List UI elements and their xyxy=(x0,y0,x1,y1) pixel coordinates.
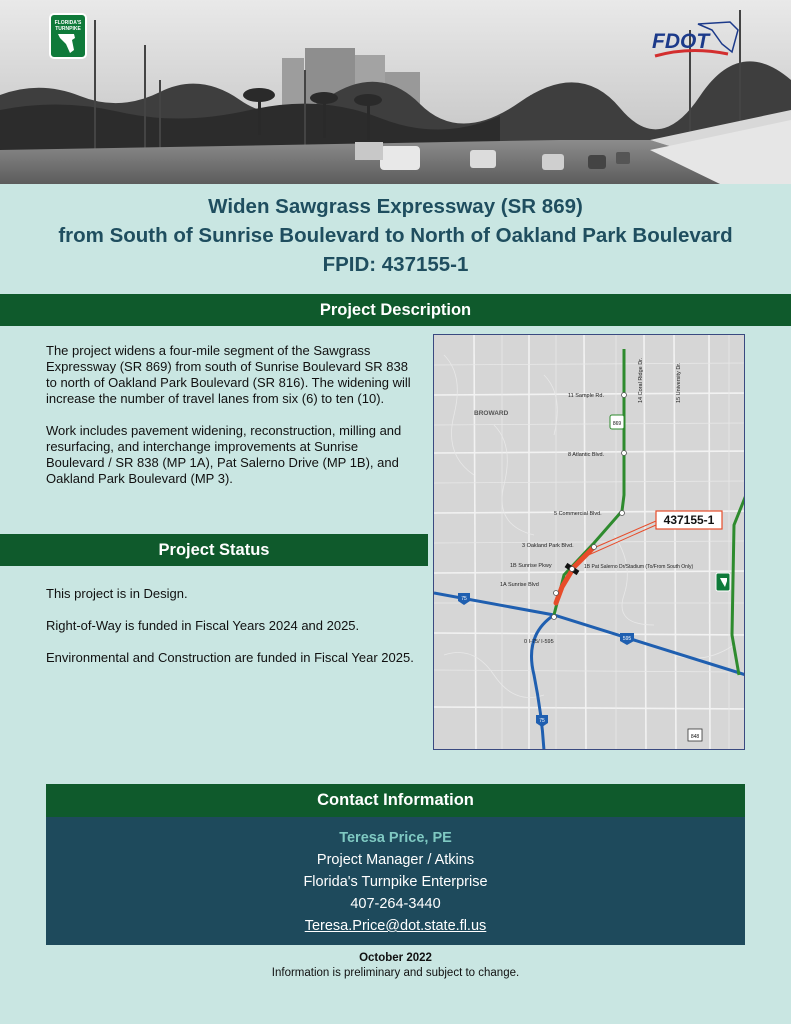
description-paragraph: Work includes pavement widening, reconstruction, milling and resurfacing, and interchange improvements at Sunrise Boulevard / SR 838 (MP 1A), Pat Salerno Drive (MP 1B), and Oakland Park Boulevard (MP 3). xyxy=(46,423,402,486)
project-description-heading: Project Description xyxy=(0,294,791,326)
map-project-callout: 437155-1 xyxy=(663,513,715,527)
map-county-label: BROWARD xyxy=(474,410,509,417)
svg-text:869: 869 xyxy=(612,421,622,427)
project-status-text xyxy=(46,586,418,682)
sr-848-shield xyxy=(688,729,702,741)
turnpike-logo-text-1: FLORIDA'S xyxy=(54,20,82,26)
contact-phone: 407-264-3440 xyxy=(350,896,441,912)
highway-photo xyxy=(0,0,791,184)
contact-name: Teresa Price, PE xyxy=(339,830,452,846)
project-location-map xyxy=(433,334,745,750)
map-pat-salerno-label: 1B Pat Salerno Dr/Stadium (To/From South Only) xyxy=(584,564,694,570)
contact-email-link[interactable]: Teresa.Price@dot.state.fl.us xyxy=(304,918,487,934)
footer-date: October 2022 xyxy=(359,952,432,964)
svg-text:FDOT: FDOT xyxy=(652,30,710,53)
svg-text:848: 848 xyxy=(690,734,700,740)
project-limits: from South of Sunrise Boulevard to North of Oakland Park Boulevard xyxy=(58,224,733,247)
map-street-label: 14 Coral Ridge Dr. xyxy=(638,357,644,403)
project-title: Widen Sawgrass Expressway (SR 869) xyxy=(208,195,583,218)
contact-role: Project Manager / Atkins xyxy=(316,852,475,868)
project-status-heading: Project Status xyxy=(0,534,428,566)
map-street-label: 15 University Dr. xyxy=(676,362,682,403)
footer xyxy=(0,951,791,981)
description-paragraph: The project widens a four-mile segment of the Sawgrass Expressway (SR 869) from south of Sunrise Boulevard SR 838 to north of Oakland Park Boulevard (SR 816). The widening will increase the number of travel lanes from six (6) to ten (10). xyxy=(46,343,411,406)
svg-text:595: 595 xyxy=(622,636,632,642)
map-exit-label: 1B Sunrise Pkwy xyxy=(510,563,552,569)
footer-note: Information is preliminary and subject to change. xyxy=(271,967,520,979)
status-paragraph: This project is in Design. xyxy=(46,586,188,601)
status-paragraph: Environmental and Construction are funded in Fiscal Year 2025. xyxy=(46,650,414,665)
map-exit-label: 0 I-75/ I-595 xyxy=(524,639,554,645)
turnpike-logo xyxy=(50,14,86,58)
map-exit-label: 1A Sunrise Blvd xyxy=(500,582,539,588)
contact-organization: Florida's Turnpike Enterprise xyxy=(303,874,488,890)
map-exit-label: 11 Sample Rd. xyxy=(568,393,604,399)
map-exit-label: 5 Commercial Blvd. xyxy=(554,511,602,517)
svg-text:75: 75 xyxy=(461,596,467,602)
status-paragraph: Right-of-Way is funded in Fiscal Years 2024 and 2025. xyxy=(46,618,360,633)
map-exit-label: 8 Atlantic Blvd. xyxy=(568,452,605,458)
turnpike-logo-text-2: TURNPIKE xyxy=(55,26,81,32)
map-exit-label: 3 Oakland Park Blvd. xyxy=(522,543,574,549)
contact-information-heading: Contact Information xyxy=(46,784,745,817)
contact-box xyxy=(46,817,745,945)
svg-text:75: 75 xyxy=(539,718,545,724)
sr-869-shield xyxy=(610,415,624,429)
title-block xyxy=(0,192,791,279)
project-description-text xyxy=(46,343,418,503)
project-fpid: FPID: 437155-1 xyxy=(322,253,469,276)
turnpike-shield-icon xyxy=(716,573,730,591)
header-photo xyxy=(0,0,791,184)
